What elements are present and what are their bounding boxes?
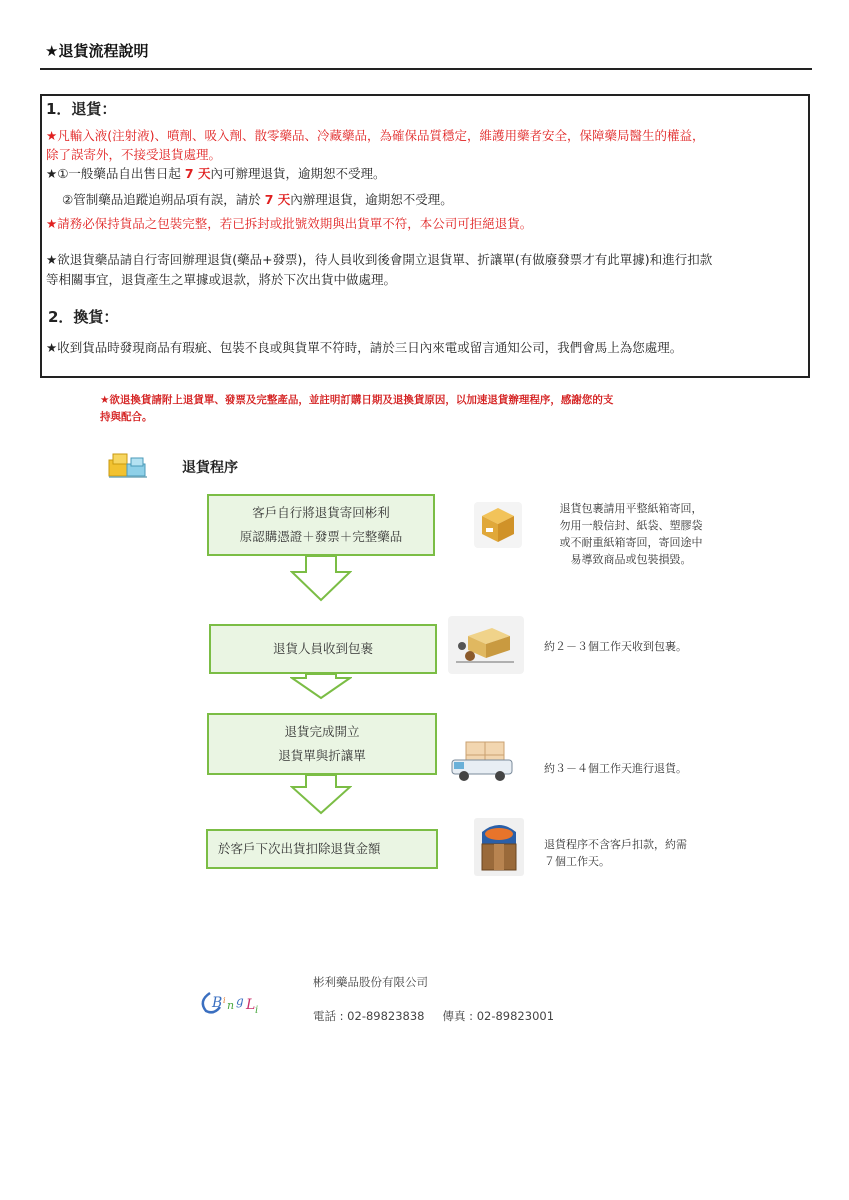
step-4-box — [206, 829, 438, 869]
step-1-line-2: 原認購憑證＋發票＋完整藥品 — [239, 529, 403, 544]
page-title: ★退貨流程說明 — [45, 42, 149, 60]
procedure-line-1: ★欲退貨藥品請自行寄回辦理退貨(藥品+發票)，待人員收到後會開立退貨單、折讓單(有做廢發票才有此單據)和進行扣款 — [46, 252, 713, 267]
svg-text:i: i — [255, 1005, 259, 1016]
company-logo — [196, 985, 266, 1017]
arrow-down-icon — [290, 556, 352, 602]
footnote — [100, 392, 720, 426]
procedure-title: 退貨程序 — [182, 460, 238, 476]
boxes-icon — [107, 450, 149, 480]
title-divider — [40, 68, 812, 70]
delivery-truck-icon — [450, 738, 516, 784]
side-note-4-line-2: ７個工作天。 — [544, 855, 610, 868]
step-3-line-1: 退貨完成開立 — [284, 724, 360, 739]
svg-text:i: i — [223, 996, 226, 1005]
procedure-line-2: 等相關事宜，退貨產生之單據或退款，將於下次出貨中做處理。 — [46, 272, 397, 287]
arrow-down-icon — [290, 775, 352, 815]
contact-info — [313, 1008, 554, 1024]
cardboard-box-icon — [474, 502, 522, 548]
side-note-4-line-1: 退貨程序不含客戶扣款，約需 — [544, 838, 687, 851]
rule1-suffix: 內可辦理退貨，逾期恕不受理。 — [210, 166, 386, 181]
side-note-1-line-2: 勿用一般信封、紙袋、塑膠袋 — [559, 519, 703, 532]
side-note-2-line-1: 約２－３個工作天收到包裹。 — [544, 640, 687, 653]
exchange-heading: 2．換貨： — [48, 308, 119, 326]
step-1-line-1: 客戶自行將退貨寄回彬利 — [252, 505, 390, 520]
step-2-line-1: 退貨人員收到包裹 — [272, 641, 373, 656]
footnote-line-1: ★欲退換貨請附上退貨單、發票及完整產品，並註明訂購日期及退換貨原因，以加速退貨辦理程序，感謝您的支 — [100, 394, 614, 406]
side-note-1-line-4: 易導致商品或包裝損毀。 — [570, 553, 692, 566]
red-notice-line-1: ★凡輸入液(注射液)、噴劑、吸入劑、散零藥品、冷藏藥品，為確保品質穩定，維護用藥者安全，保障藥局醫生的權益， — [46, 128, 705, 143]
svg-text:B: B — [212, 995, 223, 1011]
side-note-4 — [544, 836, 687, 870]
footnote-line-2: 持與配合。 — [100, 411, 153, 423]
arrow-down-icon — [290, 674, 352, 700]
rule2-days: 7 天 — [264, 192, 291, 207]
phone-number: 電話 : 02-89823838 — [313, 1009, 425, 1023]
svg-text:g: g — [236, 994, 244, 1008]
side-note-1 — [546, 500, 716, 568]
rule1-days: 7 天 — [184, 166, 211, 181]
rule1-prefix: ★①一般藥品自出售日起 — [46, 166, 185, 181]
rule-general-drugs — [46, 164, 802, 183]
step-3-line-2: 退貨單與折讓單 — [278, 748, 366, 763]
svg-text:L: L — [246, 997, 256, 1013]
red-notice-line-3: ★請務必保持貨品之包裝完整，若已拆封或批號效期與出貨單不符，本公司可拒絕退貨。 — [46, 216, 533, 231]
rule2-prefix: ②管制藥品追蹤追朔品項有誤，請於 — [62, 192, 265, 207]
step-4-line-1: 於客戶下次出貨扣除退貨金額 — [218, 841, 381, 856]
exchange-text: ★收到貨品時發現商品有瑕疵、包裝不良或與貨單不符時，請於三日內來電或留言通知公司，我們會馬上為您處理。 — [46, 340, 683, 355]
red-notice-line-2: 除了誤寄外，不接受退貨處理。 — [46, 147, 222, 162]
policy-box — [40, 94, 810, 378]
step-3-box — [207, 713, 437, 775]
handover-package-icon — [474, 818, 524, 876]
svg-text:n: n — [227, 999, 235, 1012]
step-2-box — [209, 624, 437, 674]
return-heading: 1．退貨： — [46, 100, 117, 118]
delivery-package-icon — [448, 616, 524, 674]
side-note-3-line-1: 約３－４個工作天進行退貨。 — [544, 762, 687, 775]
fax-number: 傳真 : 02-89823001 — [442, 1009, 555, 1023]
rule-controlled-drugs — [62, 190, 802, 209]
side-note-1-line-3: 或不耐重紙箱寄回，寄回途中 — [559, 536, 703, 549]
side-note-2 — [544, 638, 687, 655]
side-note-3 — [544, 760, 687, 777]
rule2-suffix: 內辦理退貨，逾期恕不受理。 — [290, 192, 453, 207]
step-1-box — [207, 494, 435, 556]
side-note-1-line-1: 退貨包裹請用平整紙箱寄回， — [559, 502, 703, 515]
company-name: 彬利藥品股份有限公司 — [313, 975, 428, 989]
